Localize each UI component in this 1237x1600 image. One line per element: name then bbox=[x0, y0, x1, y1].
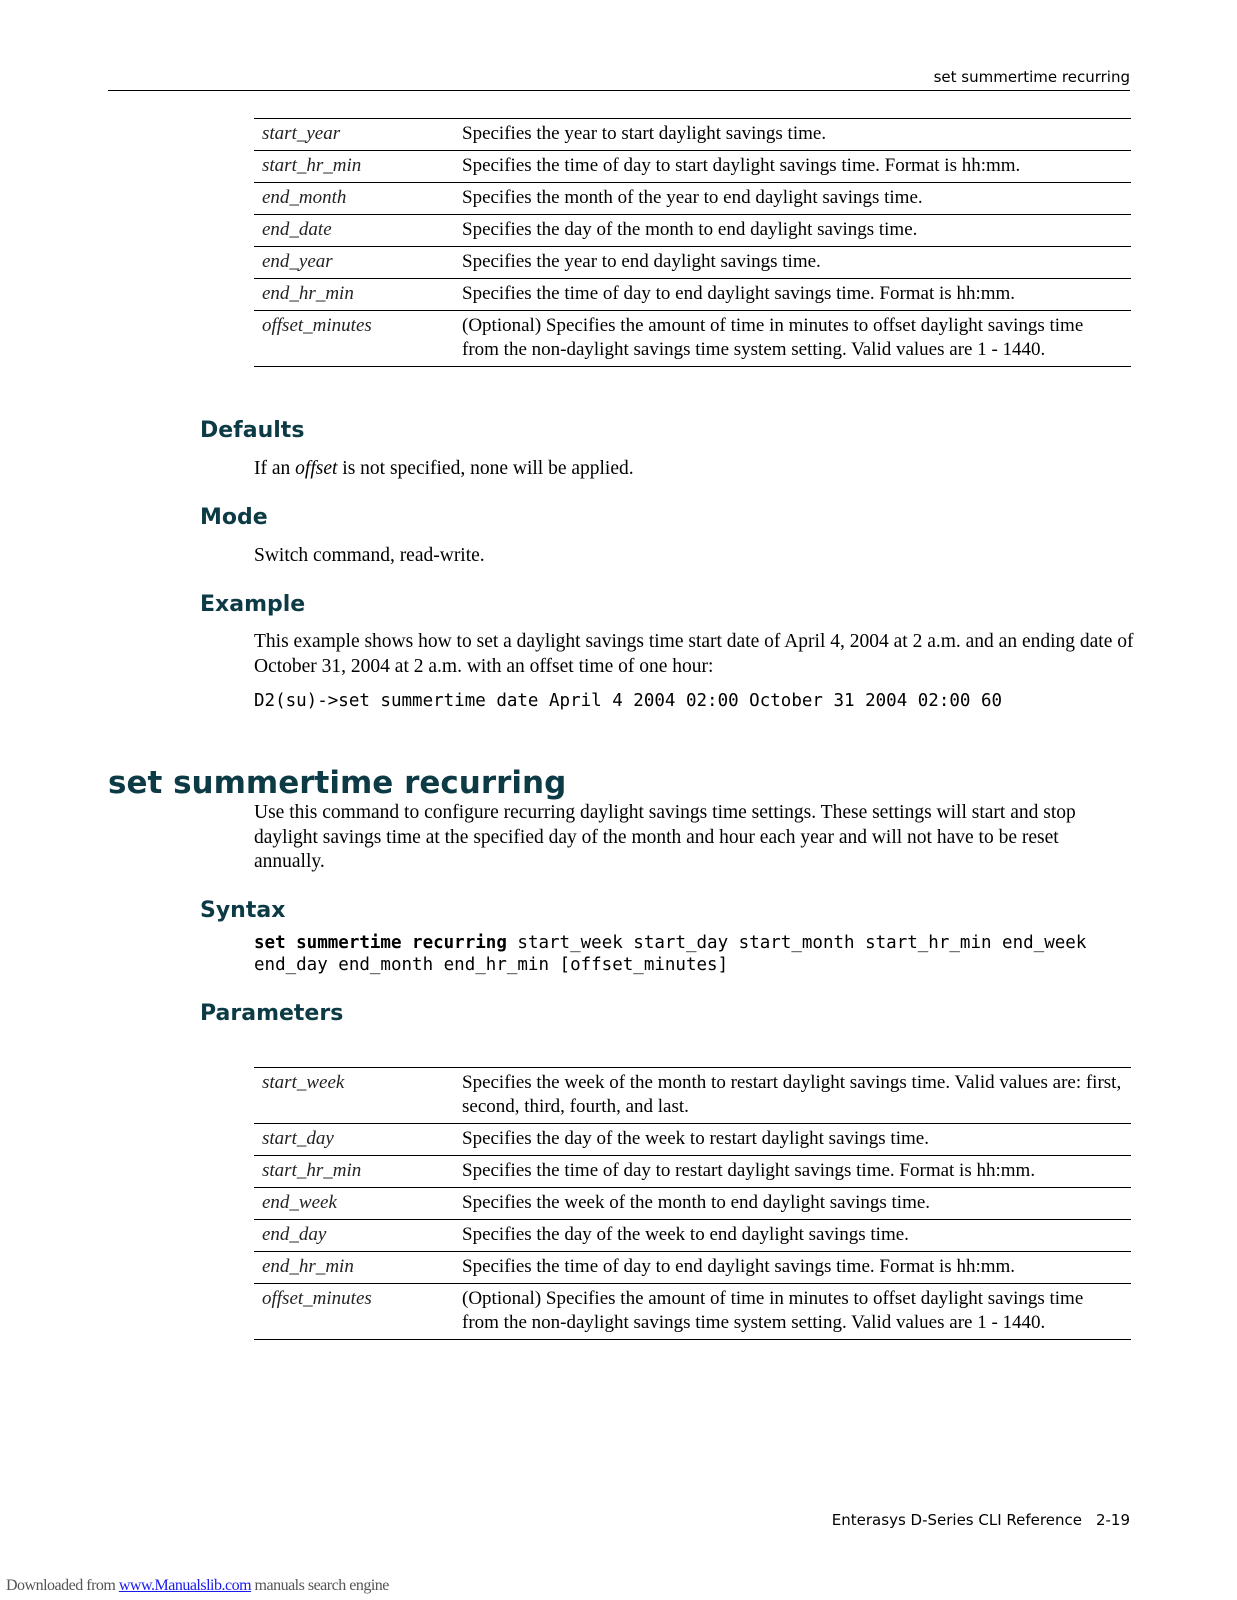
parameter-name: start_hr_min bbox=[262, 1160, 362, 1181]
syntax-args-line1: start_week start_day start_month start_hr_min end_week bbox=[506, 933, 1087, 953]
table-row bbox=[254, 119, 1131, 151]
page-number: 2-19 bbox=[1095, 1511, 1130, 1529]
table-row bbox=[254, 311, 1131, 367]
defaults-heading: Defaults bbox=[200, 418, 305, 443]
table1-body bbox=[254, 119, 1131, 367]
table-row bbox=[254, 1124, 1131, 1156]
syntax-args-line2: end_day end_month end_hr_min [offset_minutes] bbox=[254, 955, 729, 975]
parameter-name: start_week bbox=[262, 1072, 345, 1093]
parameters-table-continued bbox=[254, 118, 1131, 367]
parameter-name: end_week bbox=[262, 1192, 337, 1213]
table-row bbox=[254, 183, 1131, 215]
table-row bbox=[254, 247, 1131, 279]
footer-title: Enterasys D-Series CLI Reference bbox=[831, 1511, 1082, 1529]
parameter-description: Specifies the week of the month to restart daylight savings time. Valid values are: first, second, third, fourth, and last. bbox=[462, 1072, 1122, 1117]
table-row bbox=[254, 215, 1131, 247]
running-head: set summertime recurring bbox=[108, 68, 1130, 91]
table-row bbox=[254, 279, 1131, 311]
parameter-description: Specifies the day of the month to end daylight savings time. bbox=[462, 219, 918, 240]
defaults-text-pre: If an bbox=[254, 458, 296, 479]
page-footer bbox=[832, 1511, 1130, 1529]
table-row bbox=[254, 1068, 1131, 1124]
parameter-description: Specifies the time of day to restart daylight savings time. Format is hh:mm. bbox=[462, 1160, 1036, 1181]
section-intro: Use this command to configure recurring daylight savings time settings. These settings will start and stop daylight savings time at the specified day of the month and hour each year and will not have to be reset annually. bbox=[254, 802, 1076, 872]
parameter-description: (Optional) Specifies the amount of time in minutes to offset daylight savings time from the non-daylight savings time system setting. Valid values are 1 - 1440. bbox=[462, 315, 1084, 360]
defaults-text-offset: offset bbox=[295, 458, 338, 479]
parameter-name: start_hr_min bbox=[262, 155, 362, 176]
parameter-description: Specifies the time of day to end daylight savings time. Format is hh:mm. bbox=[462, 1256, 1016, 1277]
parameter-name: offset_minutes bbox=[262, 315, 372, 336]
parameter-name: end_day bbox=[262, 1224, 327, 1245]
table-row bbox=[254, 1284, 1131, 1340]
syntax-heading: Syntax bbox=[200, 898, 286, 923]
parameter-name: end_hr_min bbox=[262, 283, 354, 304]
table2-body bbox=[254, 1068, 1131, 1340]
parameter-name: end_year bbox=[262, 251, 333, 272]
example-text: This example shows how to set a daylight savings time start date of April 4, 2004 at 2 a.m. and an ending date of October 31, 2004 at 2 a.m. with an offset time of one hour: bbox=[254, 631, 1134, 677]
syntax-code bbox=[254, 932, 1134, 976]
table-row bbox=[254, 151, 1131, 183]
parameter-name: end_hr_min bbox=[262, 1256, 354, 1277]
parameter-name: start_year bbox=[262, 123, 341, 144]
syntax-command: set summertime recurring bbox=[254, 933, 507, 953]
parameters-heading: Parameters bbox=[200, 1001, 344, 1026]
parameter-description: Specifies the month of the year to end daylight savings time. bbox=[462, 187, 923, 208]
parameters-table bbox=[254, 1067, 1131, 1340]
mode-heading: Mode bbox=[200, 505, 268, 530]
table-row bbox=[254, 1220, 1131, 1252]
parameter-name: start_day bbox=[262, 1128, 334, 1149]
parameter-description: (Optional) Specifies the amount of time in minutes to offset daylight savings time from the non-daylight savings time system setting. Valid values are 1 - 1440. bbox=[462, 1288, 1084, 1333]
parameter-description: Specifies the day of the week to end daylight savings time. bbox=[462, 1224, 909, 1245]
table-row bbox=[254, 1252, 1131, 1284]
parameter-description: Specifies the year to start daylight savings time. bbox=[462, 123, 827, 144]
parameter-description: Specifies the year to end daylight savings time. bbox=[462, 251, 821, 272]
download-notice bbox=[6, 1577, 389, 1595]
parameter-description: Specifies the time of day to start daylight savings time. Format is hh:mm. bbox=[462, 155, 1021, 176]
parameter-name: end_month bbox=[262, 187, 347, 208]
parameter-name: offset_minutes bbox=[262, 1288, 372, 1309]
manualslib-link[interactable]: www.Manualslib.com bbox=[118, 1577, 252, 1594]
parameter-description: Specifies the week of the month to end daylight savings time. bbox=[462, 1192, 931, 1213]
defaults-text bbox=[254, 457, 1134, 482]
download-prefix: Downloaded from bbox=[6, 1577, 119, 1594]
defaults-text-post: is not specified, none will be applied. bbox=[337, 458, 634, 479]
section-title: set summertime recurring bbox=[108, 765, 567, 801]
download-suffix: manuals search engine bbox=[251, 1577, 389, 1594]
example-heading: Example bbox=[200, 592, 306, 617]
table-row bbox=[254, 1156, 1131, 1188]
parameter-name: end_date bbox=[262, 219, 332, 240]
parameter-description: Specifies the day of the week to restart daylight savings time. bbox=[462, 1128, 929, 1149]
table-row bbox=[254, 1188, 1131, 1220]
mode-text: Switch command, read-write. bbox=[254, 545, 485, 566]
parameter-description: Specifies the time of day to end daylight savings time. Format is hh:mm. bbox=[462, 283, 1016, 304]
example-code: D2(su)->set summertime date April 4 2004 02:00 October 31 2004 02:00 60 bbox=[254, 691, 1003, 711]
